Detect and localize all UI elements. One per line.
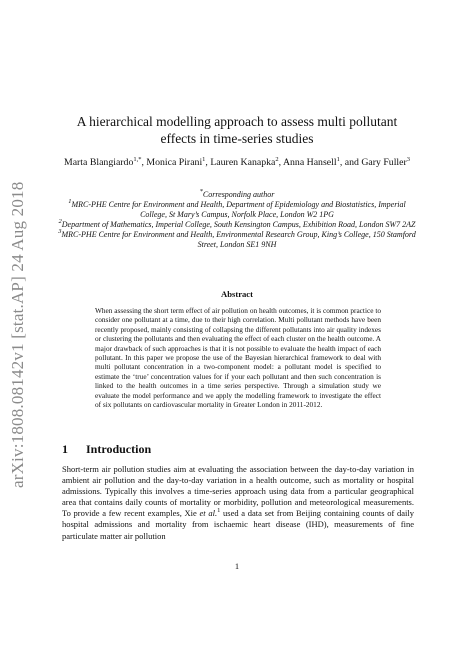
paragraph-text: used a data set from Beijing containing counts of daily hospital admissions and mortality from ischaemic heart disease (IHD), measurements of fine particulate matter air pollution	[62, 508, 414, 541]
affiliation-text: Department of Mathematics, Imperial College, South Kensington Campus, Exhibition Road, London SW7 2AZ	[61, 220, 416, 229]
author-name: Lauren Kanapka	[210, 157, 276, 168]
footnote-mark: *	[199, 188, 203, 195]
et-al-italic: et al.	[199, 508, 218, 519]
paper-title: A hierarchical modelling approach to assess multi pollutant effects in time-series studies	[76, 114, 398, 146]
author-affiliation-mark: 1,*	[133, 156, 142, 163]
citation-link[interactable]: 1	[217, 507, 221, 515]
arxiv-identifier[interactable]: arXiv:1808.08142v1 [stat.AP] 24 Aug 2018	[8, 181, 27, 489]
author-affiliation-mark: 3	[406, 156, 411, 163]
introduction-paragraph	[62, 464, 414, 542]
footnote-mark: 1	[68, 198, 72, 205]
page-number: 1	[234, 561, 240, 571]
abstract-heading: Abstract	[221, 289, 253, 299]
author-affiliation-mark: 1	[336, 156, 340, 163]
author-affiliation-mark: 2	[275, 156, 279, 163]
footnote-mark: 3	[58, 228, 62, 235]
footnote-mark: 2	[58, 218, 62, 225]
section-heading	[62, 442, 422, 457]
affiliation-text: MRC-PHE Centre for Environment and Health, Department of Epidemiology and Biostatistics, Imperial College, St Mary’s Campus, Norfolk Place, London W2 1PG	[71, 200, 406, 219]
author-name: Marta Blangiardo	[63, 157, 134, 168]
affiliation-text: MRC-PHE Centre for Environment and Health, Environmental Research Group, King’s College, 150 Stamford Street, London SE1 9NH	[61, 230, 416, 249]
abstract-text: When assessing the short term effect of air pollution on health outcomes, it is common practice to consider one pollutant at a time, due to their high correlation. Multi pollutant methods have been recently proposed, mainly consisting of collapsing the different pollutants into air quality indexes or clustering the pollutants and then evaluating the effect of each cluster on the health outcome. A major drawback of such approaches is that it is not possible to evaluate the health impact of each pollutant. In this paper we propose the use of the Bayesian hierarchical framework to deal with multi pollutant concentration in a two-component model: a pollutant model is specified to estimate the ‘true’ concentration values for if your each pollutant and then such concentration is linked to the health outcomes in a time series perspective. Through a simulation study we evaluate the model performance and we apply the modelling framework to investigate the effect of six pollutants on cardiovascular mortality in Greater London in 2011-2012.	[95, 306, 381, 410]
author-list: Marta Blangiardo$^{1,*}$, Monica Pirani$^1$, Lauren Kanapka$^2$, Anna Hansell$^1$, and Gary Fuller$^3$	[63, 156, 411, 168]
corresponding-author-note	[58, 190, 416, 200]
affiliations	[58, 190, 416, 250]
corresponding-author-text: Corresponding author	[202, 190, 275, 199]
affiliation-1	[58, 200, 416, 220]
affiliation-2	[58, 220, 416, 230]
author-affiliation-mark: 1	[202, 156, 206, 163]
author-name: Anna Hansell	[282, 157, 337, 168]
paragraph-text: Short-term air pollution studies aim at evaluating the association between the day-to-day variation in ambient air pollution and the day-to-day variation in a health outcome, such as mortality or hospital admissions. Typically this involves a time-series approach using data from a particular geographical area that contains daily counts of mortality or morbidity, pollution and meteorological measurements. To provide a few recent examples, Xie	[62, 464, 414, 519]
affiliation-3	[58, 230, 416, 250]
section-title: Introduction	[86, 442, 152, 456]
author-conjunction: and	[344, 157, 359, 168]
section-number: 1	[62, 442, 68, 456]
author-name: Gary Fuller	[361, 157, 407, 168]
author-name: Monica Pirani	[146, 157, 203, 168]
